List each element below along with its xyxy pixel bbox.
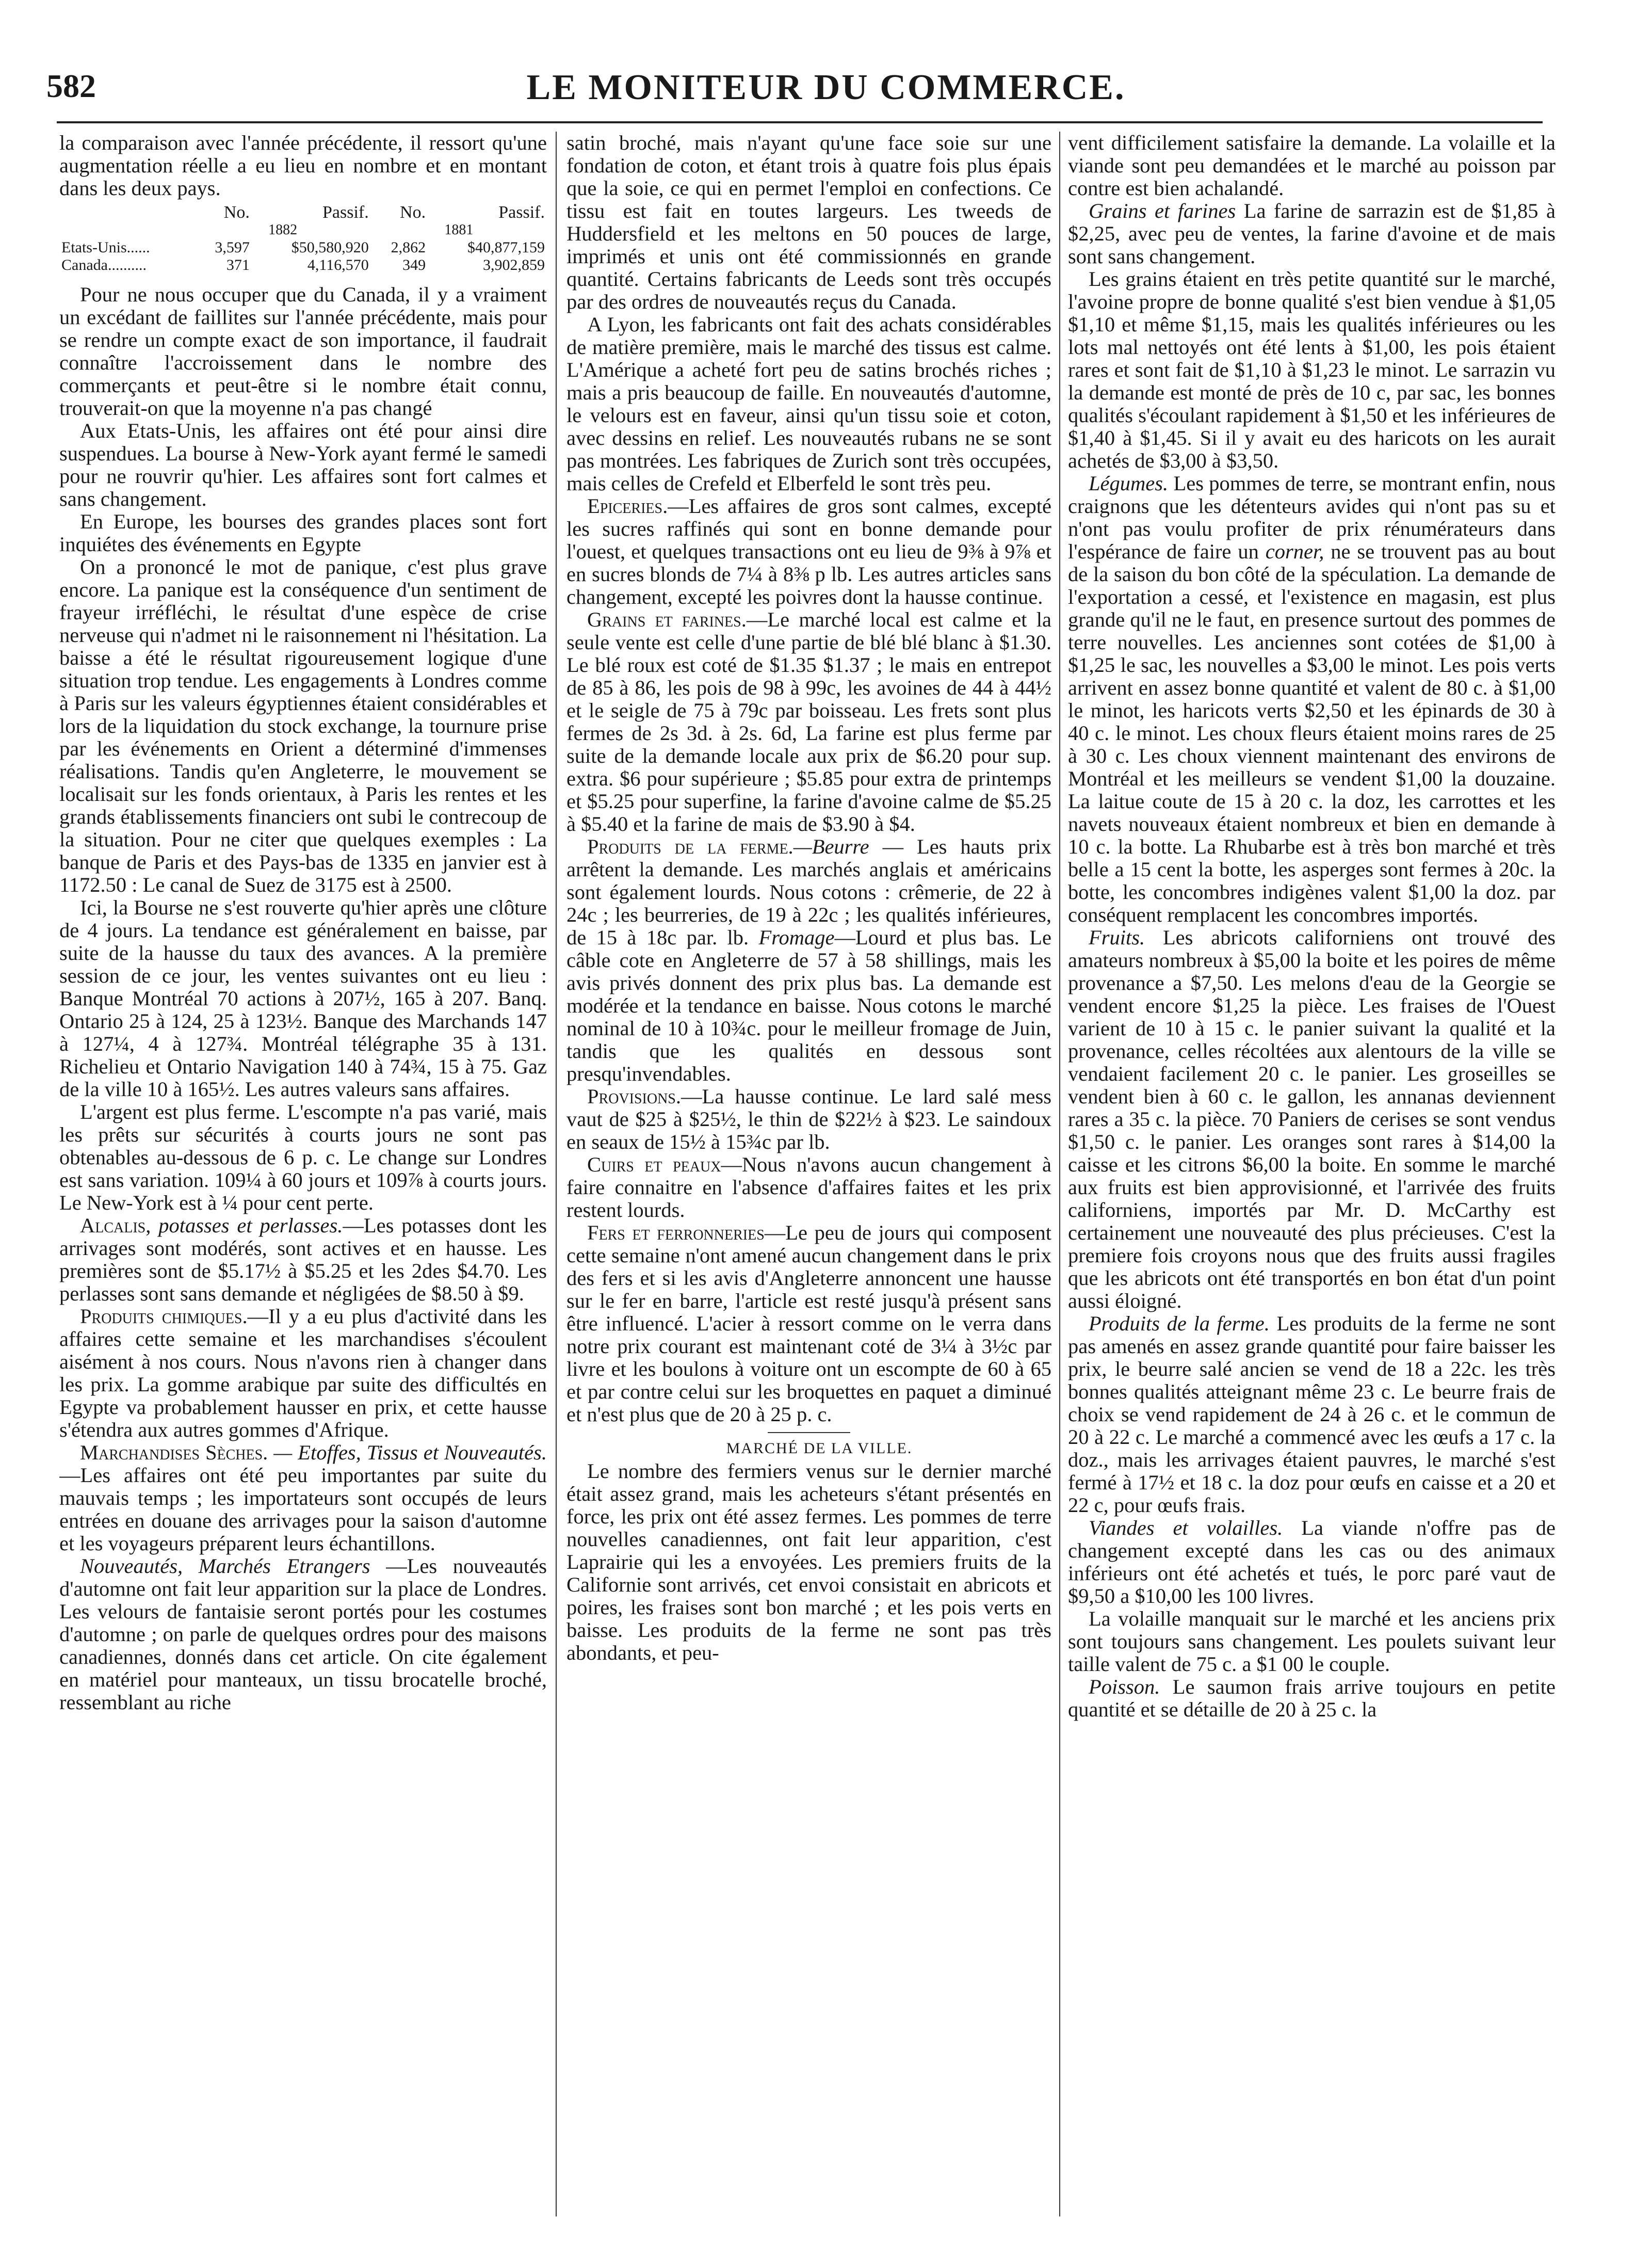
paragraph: La volaille manquait sur le marché et les anciens prix sont toujours sans changement. Les poulets suivant leur taille valent de 75 c. a $1 00 le couple. <box>1068 1607 1556 1676</box>
table-cell: 2,862 <box>391 239 426 256</box>
rubric-subheading: Produits de la ferme. <box>1089 1312 1270 1335</box>
section-heading: MARCHÉ DE LA VILLE. <box>726 1440 913 1457</box>
column-3 <box>1068 132 1556 2216</box>
column-2 <box>566 132 1051 2216</box>
masthead-title: LE MONITEUR DU COMMERCE. <box>526 68 1126 107</box>
rubric-subheading: corner, <box>1265 540 1324 563</box>
rubric-heading: Alcalis, <box>80 1214 151 1237</box>
paragraph <box>59 1214 547 1305</box>
table-header: Passif. <box>322 203 369 222</box>
rubric-text: —Lourd et plus bas. Le câble cote en Angleterre de 57 à 58 shillings, mais les avis privés donnent des prix plus bas. La demande est modérée et la tendance en baisse. Nous cotons le marché nominal de 10 à 10¾c. pour le meilleur fromage de Juin, tandis que les qualités en dessous sont presqu'invendables. <box>566 926 1051 1085</box>
rubric-subheading: Fromage <box>758 926 835 949</box>
table-cell: 349 <box>402 256 426 274</box>
table-header: Passif. <box>498 203 545 222</box>
table-cell: Etats-Unis...... <box>61 239 150 256</box>
rubric-subheading: — Etoffes, Tissus et Nouveautés. <box>268 1441 547 1464</box>
paragraph <box>59 1441 547 1555</box>
paragraph <box>1068 926 1556 1312</box>
rubric-text: Le saumon frais arrive toujours en petite quantité et se détaille de 20 à 25 c. la <box>1068 1675 1556 1721</box>
rubric-text: La viande n'offre pas de changement excepté dans les cas ou des animaux inférieurs ont été achetés et tués, le porc paré vaut de $9,50 a $10,00 les 100 livres. <box>1068 1516 1556 1608</box>
section-rule <box>768 1432 850 1433</box>
header-rule <box>57 121 1543 123</box>
paragraph <box>566 1153 1051 1222</box>
paragraph <box>566 1222 1051 1426</box>
table-header-row <box>59 204 547 221</box>
rubric-text: ne se trouvent pas au bout de la saison du bon côté de la spéculation. La demande de l'exportation a cessé, et l'existence en magasin, est plus grande qu'il ne le faut, en presence surtout des pommes de terre nouvelles. Les anciennes sont cotées de $1,00 à $1,25 le sac, les nouvelles a $3,00 le minot. Les pois verts arrivent en assez bonne quantité et valent de 80 c. à $1,00 le minot, les haricots verts $2,50 et les épinards de 30 à 40 c. le minot. Les choux fleurs étaient moins rares de 25 à 30 c. Les choux viennent maintenant des environs de Montréal et les meilleurs se vendent $1,00 la douzaine. La laitue coute de 15 à 20 c. la doz, les carrottes et les navets nouveaux étaient nombreux et bien en demande à 10 c. la botte. La Rhubarbe est à très bon marché et très belle a 15 cent la botte, les asperges sont fermes à 20c. la botte, les concombres indigènes valent $1,00 la doz. par conséquent remplacent les concombres importés. <box>1068 540 1556 926</box>
paragraph: Aux Etats-Unis, les affaires ont été pour ainsi dire suspendues. La bourse à New-York ayant fermé le samedi pour ne rouvrir qu'hier. Les affaires sont fort calmes et sans changement. <box>59 419 547 510</box>
rubric-text: —Il y a eu plus d'activité dans les affaires cette semaine et les marchandises s'écoulent aisément à nos cours. Nous n'avons rien à changer dans les prix. La gomme arabique par suite des difficultés en Egypte va probablement hausser en prix, et cette hausse s'étendra aux autres gommes d'Afrique. <box>59 1305 547 1441</box>
paragraph <box>566 495 1051 608</box>
table-cell: $40,877,159 <box>467 239 545 256</box>
paragraph: satin broché, mais n'ayant qu'une face soie sur une fondation de coton, et étant trois à quatre fois plus épais que la soie, ce qui en permet l'emploi en confections. Ce tissu est fait en toutes largeurs. Les tweeds de Huddersfield et les meltons en 50 pouces de large, imprimés et unis ont été commissionnés en grande quantité. Certains fabricants de Leeds sont très occupés par des ordres de nouveautés reçus du Canada. <box>566 132 1051 313</box>
rubric-subheading: Poisson. <box>1089 1675 1160 1698</box>
table-header: No. <box>400 203 426 222</box>
table-year: 1882 <box>268 222 298 238</box>
rubric-heading: Produits chimiques. <box>80 1305 248 1328</box>
paragraph <box>1068 472 1556 926</box>
column-separator <box>556 132 557 2216</box>
rubric-subheading: Légumes. <box>1089 472 1169 495</box>
rubric-text: —Les affaires de gros sont calmes, excepté les sucres raffinés qui sont en bonne demande pour l'ouest, et quelques transactions ont eu lieu de 9⅜ à 9⅞ et en sucres blonds de 7¼ à 8⅜ p lb. Les autres articles sans changement, excepté les poivres dont la hausse continue. <box>566 494 1051 608</box>
rubric-heading: Grains et farines. <box>587 608 747 631</box>
paragraph: On a prononcé le mot de panique, c'est plus grave encore. La panique est la conséquence d'un sentiment de frayeur irréfléchi, le résultat d'une espèce de crise nerveuse qui n'admet ni le raisonnement ni l'hésitation. La baisse a été le résultat rigoureusement logique d'une situation trop tendue. Les engagements à Londres comme à Paris sur les valeurs égyptiennes étaient considérables et lors de la liquidation du stock exchange, la tournure prise par les événements en Orient a déterminé d'immenses réalisations. Tandis qu'en Angleterre, le mouvement se localisait sur les fonds orientaux, à Paris les rentes et les grands établissements financiers ont subi le contrecoup de la situation. Pour ne citer que quelques exemples : La banque de Paris et des Pays-bas de 1335 en janvier est à 1172.50 : Le canal de Suez de 3175 est à 2500. <box>59 555 547 896</box>
rubric-subheading: Fruits. <box>1089 926 1145 949</box>
table-cell: $50,580,920 <box>291 239 369 256</box>
rubric-heading: Marchandises Sèches. <box>80 1441 268 1464</box>
paragraph: En Europe, les bourses des grandes places sont fort inquiétes des événements en Egypte <box>59 510 547 556</box>
rubric-text: —Les potasses dont les arrivages sont modérés, sont actives et en hausse. Les premières sont de $5.17½ à $5.25 et les 2des $4.70. Les perlasses sont sans demande et négligées de $8.50 à $9. <box>59 1214 547 1305</box>
rubric-heading: Produits de la ferme. <box>587 835 793 858</box>
column-1 <box>59 132 547 2216</box>
column-separator <box>1059 132 1060 2216</box>
paragraph: vent difficilement satisfaire la demande. La volaille et la viande sont peu demandées et le marché au poisson par contre est bien achalandé. <box>1068 132 1556 200</box>
rubric-text: —La hausse continue. Le lard salé mess vaut de $25 à $25½, le thin de $22½ à $23. Le saindoux en seaux de 15½ à 15¾c par lb. <box>566 1085 1051 1153</box>
rubric-heading: Fers et ferronneries <box>587 1221 765 1244</box>
paragraph: Les grains étaient en très petite quantité sur le marché, l'avoine propre de bonne qualité s'est bien vendue à $1,05 $1,10 et même $1,15, mais les qualités inférieures ou les lots mal nettoyés ont été lents à $1,00, les pois étaient rares et sont fait de $1,10 à $1,23 le minot. Le sarrazin vu la demande est monté de près de 10 c, par sac, les bonnes qualités s'écoulant rapidement à $1,50 et les inférieures de $1,40 à $1,45. Si il y avait eu des haricots on les aurait achetés de $3,00 à $3,50. <box>1068 267 1556 472</box>
paragraph <box>59 1555 547 1714</box>
rubric-text: Les abricots californiens ont trouvé des amateurs nombreux à $5,00 la boite et les poires de même provenance a $7,50. Les melons d'eau de la Georgie se vendent encore $1,25 la pièce. Les fraises de l'Ouest varient de 10 à 15 c. le panier suivant la qualité et la provenance, celles récoltées aux alentours de la ville se vendaient facilement 20 c. le panier. Les groseilles se vendent bien à 60 c. le gallon, les annanas deviennent rares a 35 c. la pièce. 70 Paniers de cerises se sont vendus $1,50 c. le panier. Les oranges sont rares à $14,00 la caisse et les citrons $6,00 la boite. En somme le marché aux fruits est bien approvisionné, et l'arrivée des fruits californiens, importés par Mr. D. McCarthy est certainement une nouveauté des plus précieuses. C'est la premiere fois croyons nous que des fruits aussi fragiles que les abricots ont été transportés en bon état d'un point aussi éloigné. <box>1068 926 1556 1312</box>
rubric-heading: Cuirs et peaux <box>587 1153 721 1176</box>
paragraph: la comparaison avec l'année précédente, il ressort qu'une augmentation réelle a eu lieu en nombre et en montant dans les deux pays. <box>59 132 547 200</box>
table-cell: 4,116,570 <box>307 256 369 274</box>
rubric-text: —Les nouveautés d'automne ont fait leur apparition sur la place de Londres. Les velours de fantaisie seront portés pour les costumes d'automne ; on parle de quelques ordres pour des maisons canadiennes, donnés dans cet article. On cite également en matériel pour manteaux, un tissu brocatelle broché, ressemblant au riche <box>59 1554 547 1714</box>
page-number: 582 <box>46 68 96 104</box>
rubric-subheading: potasses et perlasses. <box>151 1214 343 1237</box>
rubric-heading: Epiceries. <box>587 494 668 518</box>
paragraph <box>1068 1312 1556 1517</box>
rubric-subheading: Grains et farines <box>1089 199 1236 222</box>
rubric-subheading: Nouveautés, Marchés Etrangers <box>80 1554 370 1578</box>
rubric-text: — Les hauts prix arrêtent la demande. Les marchés anglais et américains sont également lourds. Nous cotons : crêmerie, de 22 à 24c ; les beurreries, de 19 à 22c ; les qualités inférieures, de 15 à 18c par. lb. <box>566 835 1051 949</box>
table-year: 1881 <box>444 222 474 238</box>
paragraph <box>1068 200 1556 268</box>
rubric-text: La farine de sarrazin est de $1,85 à $2,25, avec peu de ventes, la farine d'avoine et de mais sont sans changement. <box>1068 199 1556 268</box>
paragraph <box>59 1305 547 1441</box>
paragraph: A Lyon, les fabricants ont fait des achats considérables de matière première, mais le marché des tissus est calme. L'Amérique a acheté fort peu de satins brochés riches ; mais a pris beaucoup de faille. En nouveautés d'automne, le velours est en faveur, ainsi qu'un tissu soie et coton, avec dessins en relief. Les nouveautés rubans ne se sont pas montrées. Les fabriques de Zurich sont très occupées, mais celles de Crefeld et Elberfeld le sont très peu. <box>566 313 1051 495</box>
rubric-text: —Nous n'avons aucun changement à faire connaitre en l'absence d'affaires faites et les prix restent lourds. <box>566 1153 1051 1222</box>
paragraph: Le nombre des fermiers venus sur le dernier marché était assez grand, mais les acheteurs s'étant présentés en force, les prix ont été assez fermes. Les pommes de terre nouvelles canadiennes, ont fait leur apparition, c'est Laprairie qui les a envoyées. Les premiers fruits de la Californie sont arrivés, cet envoi consistait en abricots et poires, les fraises sont bon marché ; et les pois verts en baisse. Les produits de la ferme ne sont pas très abondants, et peu- <box>566 1459 1051 1664</box>
rubric-text: Les pommes de terre, se montrant enfin, nous craignons que les détenteurs avides qui n'ont pas su et n'ont pas voulu profiter de prix rénumérateurs dans l'espérance de faire un <box>1068 472 1556 563</box>
table-cell: Canada.......... <box>61 256 147 274</box>
table-row <box>59 239 547 256</box>
rubric-text: —Le marché local est calme et la seule vente est celle d'une partie de blé blé blanc à $1.30. Le blé roux est coté de $1.35 $1.37 ; le mais en entrepot de 85 à 86, les pois de 98 à 99c, les avoines de 44 à 44½ et le seigle de 75 à 79c par boisseau. Les frets sont plus fermes de 2s 3d. à 2s. 6d, La farine est plus ferme par suite de la demande locale aux prix de $6.20 pour sup. extra. $6 pour supérieure ; $5.85 pour extra de printemps et $5.25 pour superfine, la farine d'avoine calme de $5.25 à $5.40 et la farine de mais de $3.90 à $4. <box>566 608 1051 835</box>
paragraph: Pour ne nous occuper que du Canada, il y a vraiment un excédant de faillites sur l'année précédente, mais pour se rendre un compte exact de son importance, il faudrait connaître l'accroissement dans le nombre des commerçants et peut-être si le nombre était connu, trouverait-on que la moyenne n'a pas changé <box>59 283 547 420</box>
rubric-subheading: —Beurre <box>793 835 869 858</box>
paragraph <box>1068 1517 1556 1608</box>
paragraph: L'argent est plus ferme. L'escompte n'a pas varié, mais les prêts sur sécurités à courts jours ne sont pas obtenables au-dessous de 6 p. c. Le change sur Londres est sans variation. 109¼ à 60 jours et 109⅞ à courts jours. Le New-York est à ¼ pour cent perte. <box>59 1100 547 1214</box>
table-cell: 3,597 <box>215 239 250 256</box>
rubric-text: —Les affaires ont été peu importantes par suite du mauvais temps ; les importateurs sont occupés de leurs entrées en douane des arrivages pour la saison d'automne et les voyageurs préparent leurs échantillons. <box>59 1464 547 1555</box>
rubric-text: Les produits de la ferme ne sont pas amenés en assez grande quantité pour faire baisser les prix, le beurre salé ancien se vend de 18 a 22c. les très bonnes qualités atteignant même 23 c. Le beurre frais de choix se vend rapidement de 24 à 26 c. et le commun de 20 à 22 c. Le marché a commencé avec les œufs a 17 c. la doz., mais les arrivages étaient pauvres, le marché s'est fermé à 17½ et 18 c. la doz pour œufs en caisse et a 20 et 22 c, pour œufs frais. <box>1068 1312 1556 1517</box>
paragraph <box>566 608 1051 835</box>
paragraph <box>1068 1676 1556 1721</box>
rubric-text: —Le peu de jours qui composent cette semaine n'ont amené aucun changement dans le prix des fers et si les avis d'Angleterre annoncent une hausse sur le fer en barre, l'article est resté jusqu'à présent sans être influencé. L'acier à ressort comme on le verra dans notre prix courant est maintenant coté de 3¼ à 3½c par livre et les boulons à voiture ont un escompte de 60 à 65 et par contre celui sur les broquettes en paquet a diminué et n'est plus que de 20 à 25 p. c. <box>566 1221 1051 1426</box>
table-cell: 3,902,859 <box>483 256 545 274</box>
table-header: No. <box>223 203 250 222</box>
table-cell: 371 <box>226 256 250 274</box>
rubric-subheading: Viandes et volailles. <box>1089 1516 1283 1539</box>
table-row <box>59 256 547 274</box>
failures-table <box>59 204 547 274</box>
paragraph: Ici, la Bourse ne s'est rouverte qu'hier après une clôture de 4 jours. La tendance est généralement en baisse, par suite de la hausse du taux des avances. A la première session de ce jour, les ventes suivantes ont eu lieu : Banque Montréal 70 actions à 207½, 165 à 207. Banq. Ontario 25 à 124, 25 à 123½. Banque des Marchands 147 à 127¼, 4 à 127¾. Montréal télégraphe 35 à 131. Richelieu et Ontario Navigation 140 à 74¾, 15 à 75. Gaz de la ville 10 à 165½. Les autres valeurs sans affaires. <box>59 896 547 1101</box>
paragraph <box>566 835 1051 1085</box>
rubric-heading: Provisions. <box>587 1085 682 1108</box>
paragraph <box>566 1085 1051 1153</box>
table-years-row <box>59 221 547 239</box>
